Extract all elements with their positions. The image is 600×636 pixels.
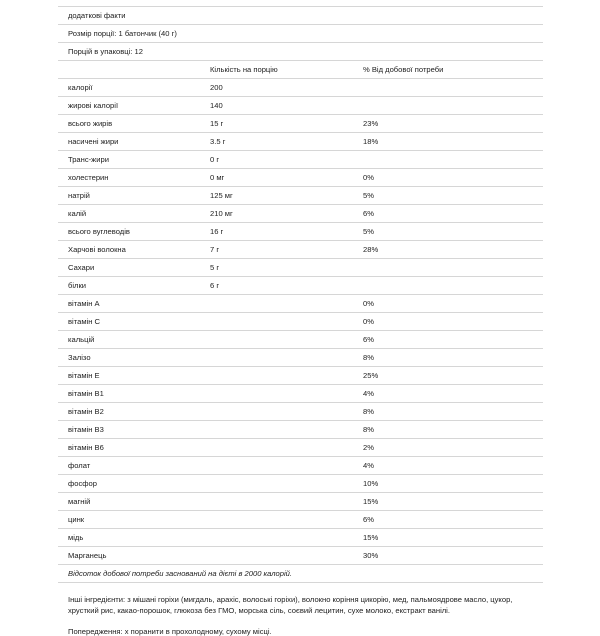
nutrient-daily-value: 18% [363, 137, 379, 146]
nutrient-daily-value: 15% [363, 533, 379, 542]
table-row [58, 547, 543, 565]
nutrient-daily-value: 4% [363, 389, 374, 398]
table-row [58, 79, 543, 97]
table-header-row [58, 61, 543, 79]
nutrient-daily-value: 6% [363, 515, 374, 524]
daily-value-footnote: Відсоток добової потреби заснований на дієті в 2000 калорій. [68, 569, 293, 578]
table-row [58, 241, 543, 259]
nutrient-name: мідь [68, 533, 84, 542]
nutrient-daily-value: 30% [363, 551, 379, 560]
table-row [58, 511, 543, 529]
nutrient-name: білки [68, 281, 87, 290]
nutrient-amount: 0 г [210, 155, 220, 164]
nutrient-name: вітамін B1 [68, 389, 104, 398]
nutrient-name: калорії [68, 83, 93, 92]
table-row [58, 331, 543, 349]
table-row [58, 295, 543, 313]
nutrient-name: Транс-жири [68, 155, 109, 164]
nutrient-name: Залізо [68, 353, 91, 362]
nutrient-amount: 3.5 г [210, 137, 226, 146]
nutrient-daily-value: 4% [363, 461, 374, 470]
ingredients-text: Інші інгредієнти: з мішані горіхи (мигдаль, арахіс, волоські горіхи), волокно коріння цикорію, мед, пальмоядрове масло, цукор, хрусткий рис, какао-порошок, глюкоза без ГМО, морська сіль, соєвий лецитин, сухе молоко, екстракт ванілі. [68, 595, 513, 615]
nutrient-daily-value: 2% [363, 443, 374, 452]
nutrient-daily-value: 28% [363, 245, 379, 254]
nutrient-name: вітамін B6 [68, 443, 104, 452]
nutrient-daily-value: 25% [363, 371, 379, 380]
nutrient-name: вітамін B2 [68, 407, 104, 416]
nutrient-amount: 6 г [210, 281, 220, 290]
nutrient-daily-value: 8% [363, 407, 374, 416]
table-row [58, 475, 543, 493]
nutrient-amount: 140 [210, 101, 223, 110]
table-row [58, 223, 543, 241]
nutrient-name: вітамін E [68, 371, 100, 380]
nutrient-name: Марганець [68, 551, 107, 560]
table-row [58, 529, 543, 547]
table-row [58, 367, 543, 385]
nutrient-name: натрій [68, 191, 90, 200]
nutrient-name: кальцій [68, 335, 95, 344]
nutrient-name: холестерин [68, 173, 109, 182]
nutrient-name: вітамін C [68, 317, 101, 326]
nutrient-daily-value: 8% [363, 425, 374, 434]
table-row [58, 439, 543, 457]
nutrient-name: Сахари [68, 263, 95, 272]
nutrient-daily-value: 8% [363, 353, 374, 362]
nutrient-daily-value: 6% [363, 209, 374, 218]
table-row [58, 259, 543, 277]
table-row [58, 421, 543, 439]
facts-title-row [58, 6, 543, 25]
nutrient-daily-value: 23% [363, 119, 379, 128]
nutrient-name: вітамін B3 [68, 425, 104, 434]
table-row [58, 385, 543, 403]
nutrient-amount: 16 г [210, 227, 224, 236]
table-row [58, 349, 543, 367]
table-row [58, 457, 543, 475]
servings-per-pack: Порцій в упаковці: 12 [68, 47, 143, 56]
table-row [58, 313, 543, 331]
nutrient-amount: 125 мг [210, 191, 233, 200]
table-row [58, 205, 543, 223]
nutrient-amount: 210 мг [210, 209, 233, 218]
nutrient-name: магній [68, 497, 91, 506]
table-row [58, 151, 543, 169]
supplement-facts [58, 6, 543, 636]
table-row [58, 277, 543, 295]
nutrient-daily-value: 15% [363, 497, 379, 506]
table-row [58, 133, 543, 151]
facts-title: додаткові факти [68, 11, 126, 20]
nutrient-name: насичені жири [68, 137, 119, 146]
nutrient-name: калій [68, 209, 87, 218]
nutrient-name: цинк [68, 515, 85, 524]
nutrient-daily-value: 0% [363, 299, 374, 308]
nutrient-daily-value: 10% [363, 479, 379, 488]
nutrient-daily-value: 5% [363, 191, 374, 200]
nutrient-amount: 15 г [210, 119, 224, 128]
nutrient-amount: 7 г [210, 245, 220, 254]
nutrient-amount: 200 [210, 83, 223, 92]
nutrient-daily-value: 0% [363, 317, 374, 326]
nutrient-amount: 5 г [210, 263, 220, 272]
nutrient-daily-value: 5% [363, 227, 374, 236]
servings-per-pack-row [58, 43, 543, 61]
nutrient-amount: 0 мг [210, 173, 225, 182]
nutrient-name: всього вуглеводів [68, 227, 130, 236]
nutrient-daily-value: 0% [363, 173, 374, 182]
nutrient-name: фолат [68, 461, 91, 470]
nutrient-name: Харчові волокна [68, 245, 126, 254]
warning-text: Попередження: х поранити в прохолодному, сухому місці. [68, 627, 272, 636]
nutrient-name: всього жирів [68, 119, 113, 128]
table-row [58, 187, 543, 205]
serving-size: Розмір порції: 1 батончик (40 г) [68, 29, 177, 38]
table-row [58, 97, 543, 115]
table-row [58, 115, 543, 133]
nutrient-rows [58, 79, 543, 565]
footnote-row [58, 565, 543, 583]
column-header-dv: % Від добової потреби [363, 65, 444, 74]
nutrient-name: вітамін A [68, 299, 100, 308]
table-row [58, 169, 543, 187]
nutrient-name: фосфор [68, 479, 97, 488]
serving-size-row [58, 25, 543, 43]
nutrient-daily-value: 6% [363, 335, 374, 344]
column-header-amount: Кількість на порцію [210, 65, 278, 74]
table-row [58, 403, 543, 421]
table-row [58, 493, 543, 511]
nutrient-name: жирові калорії [68, 101, 119, 110]
